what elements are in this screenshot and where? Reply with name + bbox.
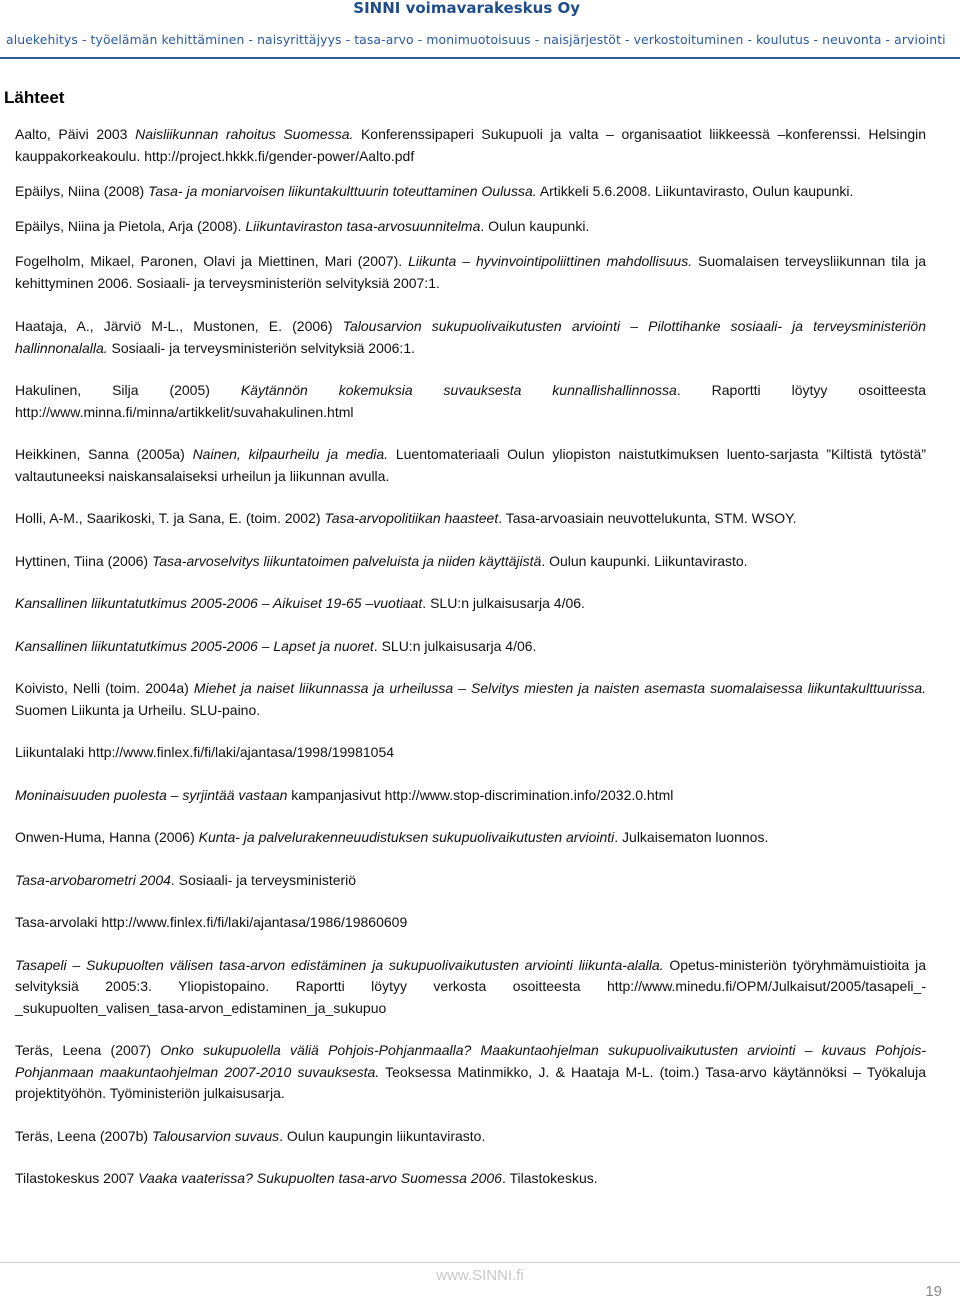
reference-item <box>15 912 926 934</box>
reference-text: . Tasa-arvoasiain neuvottelukunta, STM. WSOY. <box>498 510 797 526</box>
reference-title: Talousarvion suvaus <box>151 1127 280 1144</box>
reference-item <box>15 593 926 615</box>
reference-item <box>15 251 926 294</box>
reference-title: Vaaka vaaterissa? Sukupuolten tasa-arvo Suomessa 2006 <box>138 1170 502 1186</box>
reference-text: Haataja, A., Järviö M-L., Mustonen, E. (2006) <box>15 318 343 334</box>
footer-url: www.SINNI.fi <box>436 1267 524 1284</box>
footer-divider <box>0 1262 960 1263</box>
reference-title: Kunta- ja palvelurakenneuudistuksen sukupuolivaikutusten arviointi <box>198 829 615 845</box>
reference-item <box>15 181 926 203</box>
reference-text: Konferenssipaperi Sukupuoli ja valta – organisaatiot liikkeessä –konferenssi. Helsingin kauppakorkeakoulu. http://project.hkkk.fi/gender-power/Aalto.pdf <box>15 126 927 164</box>
reference-title: Tasa- ja moniarvoisen liikuntakulttuurin toteuttaminen Oulussa. <box>148 183 537 199</box>
reference-text: . Julkaisematon luonnos. <box>614 829 769 845</box>
reference-text: Tilastokeskus 2007 <box>15 1170 139 1186</box>
reference-text: Opetus-ministeriön työryhmämuistioita ja selvityksiä 2005:3. Yliopistopaino. Raportti löytyy verkosta osoitteesta http://www.minedu.fi/OPM/Julkaisut/2005/tasapeli_-_sukupuolten_valisen_tasa-arvon_edistaminen_ja_sukupuo <box>15 956 926 1016</box>
reference-text: . Oulun kaupungin liikuntavirasto. <box>279 1127 486 1144</box>
reference-title: Tasapeli – Sukupuolten välisen tasa-arvon edistäminen ja sukupuolivaikutusten arviointi liikunta-alalla. <box>15 956 664 973</box>
header-nav-line: aluekehitys - työelämän kehittäminen - naisyrittäjyys - tasa-arvo - monimuotoisuus - naisjärjestöt - verkostoituminen - koulutus - neuvonta - arviointi <box>6 32 946 47</box>
reference-item <box>15 870 926 892</box>
reference-text: . Raportti löytyy osoitteesta http://www.minna.fi/minna/artikkelit/suvahakulinen.html <box>15 382 927 420</box>
reference-text: Suomen Liikunta ja Urheilu. SLU-paino. <box>15 701 261 718</box>
reference-text: Epäilys, Niina ja Pietola, Arja (2008). <box>15 217 246 234</box>
reference-text: Teräs, Leena (2007) <box>15 1042 161 1058</box>
reference-item <box>15 216 926 238</box>
reference-text: . Sosiaali- ja terveysministeriö <box>170 871 357 888</box>
reference-text: Epäilys, Niina (2008) <box>15 183 149 199</box>
header-divider <box>0 57 960 59</box>
reference-text: Holli, A-M., Saarikoski, T. ja Sana, E. (toim. 2002) <box>15 510 325 526</box>
reference-title: Tasa-arvobarometri 2004 <box>15 871 171 888</box>
reference-item <box>15 636 926 658</box>
reference-item <box>15 551 926 573</box>
reference-item <box>15 827 926 849</box>
reference-text: Artikkeli 5.6.2008. Liikuntavirasto, Oulun kaupunki. <box>536 183 854 199</box>
page-number: 19 <box>925 1283 942 1300</box>
reference-text: Aalto, Päivi 2003 <box>15 126 136 142</box>
reference-item <box>15 1168 926 1190</box>
company-name: SINNI voimavarakeskus Oy <box>353 0 580 17</box>
reference-title: Liikuntaviraston tasa-arvosuunnitelma <box>245 217 481 234</box>
reference-title: Tasa-arvopolitiikan haasteet <box>324 510 499 526</box>
reference-text: Koivisto, Nelli (toim. 2004a) <box>15 680 194 696</box>
reference-item <box>15 785 926 807</box>
reference-item <box>15 508 926 530</box>
reference-text: Sosiaali- ja terveysministeriön selvityksiä 2006:1. <box>107 339 415 356</box>
reference-item <box>15 742 926 764</box>
reference-text: Teoksessa Matinmikko, J. & Haataja M-L. (toim.) Tasa-arvo käytännöksi – Työkaluja projektityöhön. Työministeriön julkaisusarja. <box>15 1063 926 1101</box>
reference-text: Teräs, Leena (2007b) <box>15 1127 152 1144</box>
reference-item <box>15 1126 926 1148</box>
reference-item <box>15 678 926 721</box>
reference-text: Heikkinen, Sanna (2005a) <box>15 446 193 462</box>
reference-title: Talousarvion sukupuolivaikutusten arviointi – Pilottihanke sosiaali- ja terveysministeriön hallinnonalalla. <box>15 318 926 356</box>
reference-list <box>15 124 926 1190</box>
reference-title: Miehet ja naiset liikunnassa ja urheilussa – Selvitys miesten ja naisten asemasta suomalaisessa liikuntakulttuurissa. <box>193 680 927 696</box>
reference-item <box>15 1040 926 1105</box>
reference-text: . SLU:n julkaisusarja 4/06. <box>373 637 537 654</box>
reference-title: Nainen, kilpaurheilu ja media. <box>192 446 389 462</box>
reference-title: Moninaisuuden puolesta – syrjintää vastaan <box>15 786 288 803</box>
reference-title: Tasa-arvoselvitys liikuntatoimen palveluista ja niiden käyttäjistä <box>151 552 542 569</box>
section-title: Lähteet <box>4 88 65 107</box>
reference-text: . Tilastokeskus. <box>501 1170 598 1186</box>
reference-text: . Oulun kaupunki. Liikuntavirasto. <box>541 552 748 569</box>
reference-item <box>15 316 926 359</box>
reference-title: Käytännön kokemuksia suvauksesta kunnallishallinnossa <box>240 382 677 398</box>
reference-text: . Oulun kaupunki. <box>480 217 590 234</box>
reference-text: . SLU:n julkaisusarja 4/06. <box>422 595 585 611</box>
reference-text: Suomalaisen terveysliikunnan tila ja kehittyminen 2006. Sosiaali- ja terveysministeriön selvityksiä 2007:1. <box>15 253 927 291</box>
reference-title: Kansallinen liikuntatutkimus 2005-2006 – Aikuiset 19-65 –vuotiaat <box>15 595 423 611</box>
reference-title: Naisliikunnan rahoitus Suomessa. <box>135 126 354 142</box>
reference-text: Onwen-Huma, Hanna (2006) <box>15 829 199 845</box>
reference-title: Liikunta – hyvinvointipoliittinen mahdollisuus. <box>408 253 693 269</box>
reference-item <box>15 380 926 423</box>
reference-item <box>15 444 926 487</box>
reference-text: Tasa-arvolaki http://www.finlex.fi/fi/laki/ajantasa/1986/19860609 <box>15 914 408 930</box>
reference-title: Kansallinen liikuntatutkimus 2005-2006 – Lapset ja nuoret <box>15 637 374 654</box>
reference-text: Hyttinen, Tiina (2006) <box>15 552 152 569</box>
reference-item <box>15 124 926 167</box>
reference-text: Luentomateriaali Oulun yliopiston naistutkimuksen luento-sarjasta ”Kiltistä tytöstä” valtautuneeksi naiskansalaiseksi urheilun ja liikunnan avulla. <box>15 446 926 484</box>
reference-item <box>15 955 926 1020</box>
reference-title: Onko sukupuolella väliä Pohjois-Pohjanmaalla? Maakuntaohjelman sukupuolivaikutusten arviointi – kuvaus Pohjois-Pohjanmaan maakuntaohjelman 2007-2010 suvauksesta. <box>15 1042 926 1080</box>
reference-text: kampanjasivut http://www.stop-discrimination.info/2032.0.html <box>287 786 674 803</box>
reference-text: Hakulinen, Silja (2005) <box>15 382 241 398</box>
reference-text: Liikuntalaki http://www.finlex.fi/fi/laki/ajantasa/1998/19981054 <box>15 744 395 760</box>
reference-text: Fogelholm, Mikael, Paronen, Olavi ja Miettinen, Mari (2007). <box>15 253 409 269</box>
